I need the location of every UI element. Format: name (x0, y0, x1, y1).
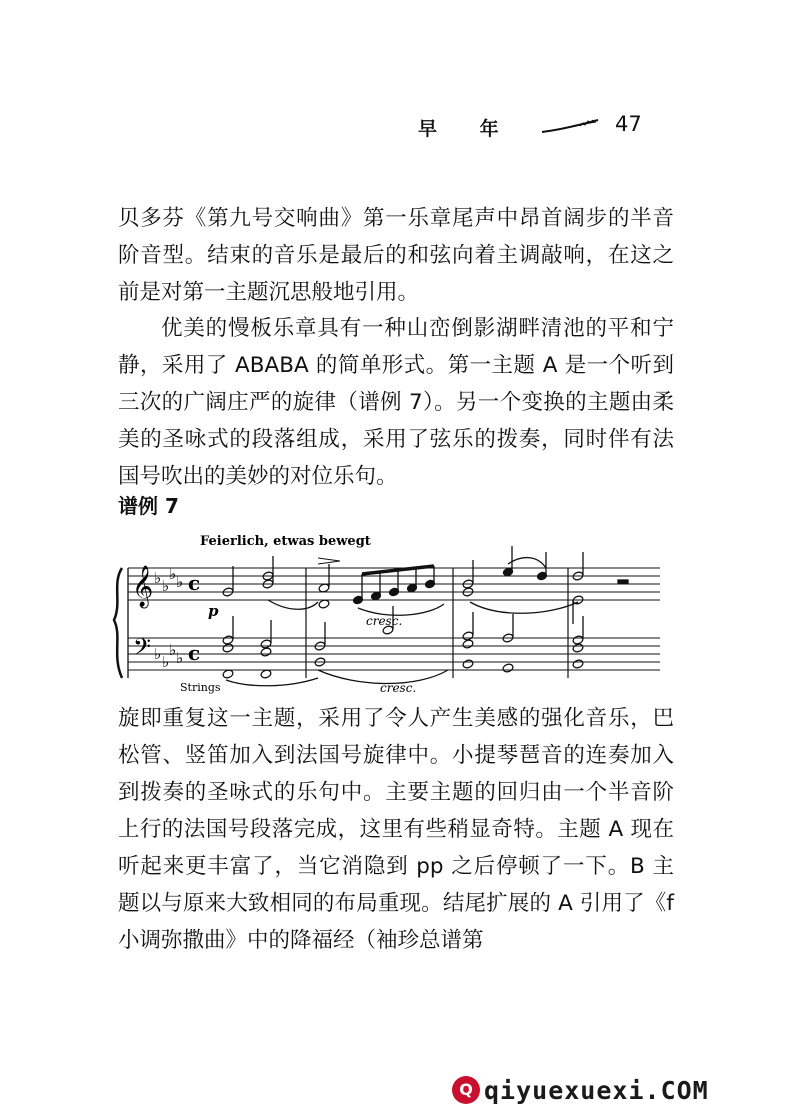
svg-text:♭: ♭ (162, 653, 170, 671)
svg-text:♭: ♭ (154, 569, 162, 587)
key-signature-treble (154, 565, 183, 595)
site-watermark (452, 1072, 772, 1110)
watermark-text: qiyuexuexi.COM (484, 1076, 709, 1105)
svg-text:♭: ♭ (176, 573, 184, 591)
grand-staff-brace (114, 568, 122, 678)
dynamic-marking: p (208, 602, 219, 620)
svg-text:♭: ♭ (154, 645, 162, 663)
svg-text:♭: ♭ (169, 565, 177, 583)
chapter-title: 早 年 (418, 118, 517, 140)
measure-3-treble (462, 546, 578, 613)
instrument-label: Strings (180, 681, 221, 694)
cresc-lower: cresc. (380, 681, 417, 695)
svg-text:♭: ♭ (176, 649, 184, 667)
measure-1-treble (222, 556, 318, 609)
time-signature-bass: c (188, 641, 201, 665)
watermark-logo: Q (452, 1076, 480, 1104)
music-score (108, 528, 668, 698)
example-label: 谱例 7 (118, 494, 179, 518)
page-header (0, 112, 794, 142)
time-signature-treble: c (188, 571, 201, 595)
flourish-ornament (540, 118, 602, 134)
treble-clef: 𝄞 (132, 566, 154, 607)
bass-clef: 𝄢 (133, 633, 152, 666)
svg-text:♭: ♭ (169, 641, 177, 659)
measure-4-treble (572, 552, 628, 624)
paragraph-2: 优美的慢板乐章具有一种山峦倒影湖畔清池的平和宁静，采用了 ABABA 的简单形式。第一主题 A 是一个听到三次的广阔庄严的旋律（谱例 7）。另一个变换的主题由柔美的圣咏式的段落组成，采用了弦乐的拨奏，同时伴有法国号吹出的美妙的对位乐句。 (118, 316, 674, 489)
page-number: 47 (615, 112, 642, 136)
paragraph-3: 旋即重复这一主题，采用了令人产生美感的强化音乐，巴松管、竖笛加入到法国号旋律中。小提琴琶音的连奏加入到拨奏的圣咏式的乐句中。主要主题的回归由一个半音阶上行的法国号段落完成，这里有些稍显奇特。主题 A 现在听起来更丰富了，当它消隐到 pp 之后停顿了一下。B 主题以与原来大致相同的布局重现。结尾扩展的 A 引用了《f 小调弥撒曲》中的降福经（袖珍总谱第 (118, 706, 674, 953)
svg-text:♭: ♭ (162, 577, 170, 595)
measure-2-treble (318, 558, 444, 615)
tempo-marking: Feierlich, etwas bewegt (200, 534, 371, 549)
paragraph-1: 贝多芬《第九号交响曲》第一乐章尾声中昂首阔步的半音阶音型。结束的音乐是最后的和弦向着主调敲响，在这之前是对第一主题沉思般地引用。 (118, 206, 674, 305)
cresc-upper: cresc. (366, 614, 403, 628)
